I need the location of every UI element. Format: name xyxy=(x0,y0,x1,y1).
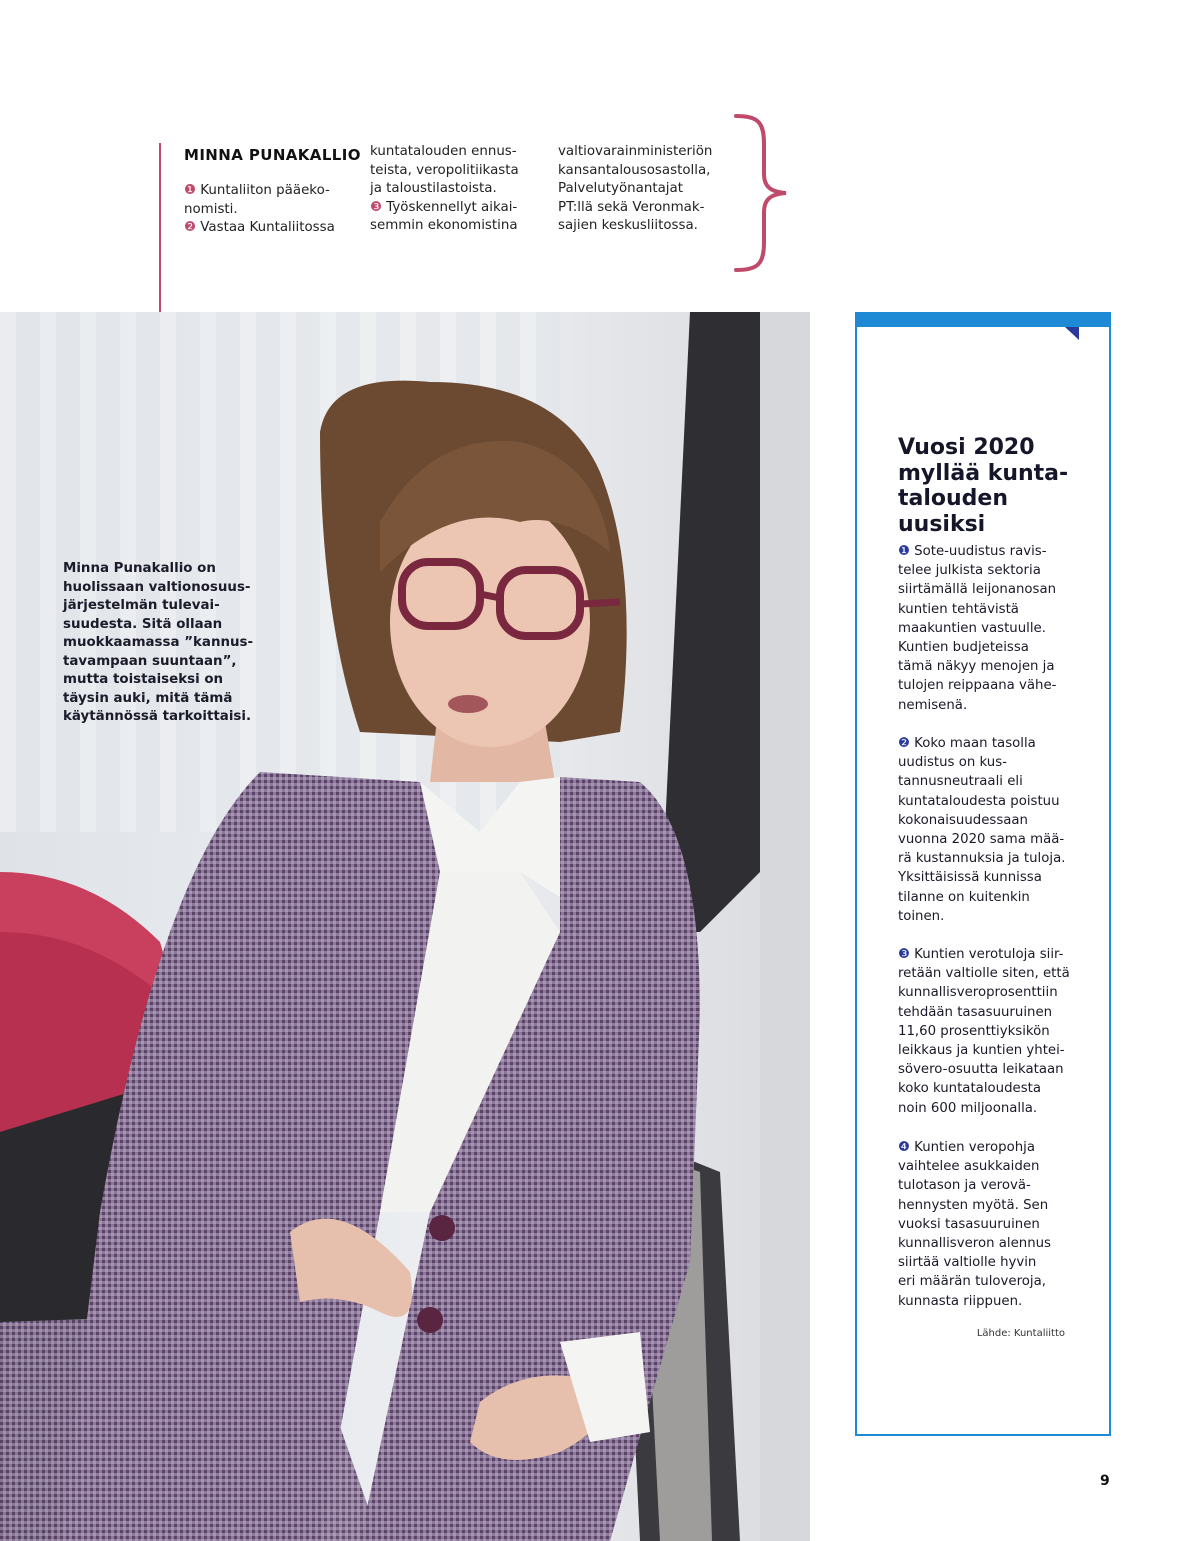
p4-line: kunnasta riippuen. xyxy=(898,1293,1023,1309)
p4-line: hennysten myötä. Sen xyxy=(898,1197,1049,1213)
bio-col2-line: semmin ekonomistina xyxy=(370,218,518,234)
p4-line: ❹ Kuntien veropohja xyxy=(898,1140,1036,1155)
bio-col3-line: kansantalousosastolla, xyxy=(558,162,711,178)
list-number-icon: ❷ xyxy=(184,220,197,236)
p2-line: tilanne on kuitenkin xyxy=(898,889,1030,905)
p2-line: kuntataloudesta poistuu xyxy=(898,793,1060,809)
info-paragraph-4 xyxy=(898,1138,1078,1311)
p3-line: retään valtiolle siten, että xyxy=(898,966,1070,982)
list-number-icon: ❹ xyxy=(898,1140,910,1155)
bio-col1-line: nomisti. xyxy=(184,201,238,217)
bio-col3-line: PT:llä sekä Veronmak- xyxy=(558,199,705,215)
p4-line: kunnallisveron alennus xyxy=(898,1236,1051,1252)
p3-line: kunnallisveroprosenttiin xyxy=(898,985,1058,1001)
bio-col1-line: ❷ Vastaa Kuntaliitossa xyxy=(184,220,335,236)
title-line: talouden uusiksi xyxy=(898,486,1009,537)
p3-line: 11,60 prosenttiyksikön xyxy=(898,1023,1050,1039)
p2-line: Yksittäisissä kunnissa xyxy=(898,870,1042,886)
p1-line: maakuntien vastuulle. xyxy=(898,620,1046,636)
photo-caption xyxy=(63,560,263,727)
info-paragraph-3 xyxy=(898,945,1078,1118)
info-paragraph-1 xyxy=(898,542,1078,715)
p3-line: sövero-osuutta leikataan xyxy=(898,1062,1064,1078)
p1-line: tulojen reippaana vähe- xyxy=(898,678,1057,694)
p4-line: vuoksi tasasuuruinen xyxy=(898,1216,1040,1232)
p1-line: telee julkista sektoria xyxy=(898,563,1041,579)
bio-col3-line: Palvelutyönantajat xyxy=(558,181,683,197)
bio-col2-line: ja taloustilastoista. xyxy=(370,181,497,197)
p3-line: noin 600 miljoonalla. xyxy=(898,1100,1038,1116)
p1-line: tämä näkyy menojen ja xyxy=(898,659,1055,675)
list-number-icon: ❸ xyxy=(370,199,383,215)
bio-col2-line: teista, veropolitiikasta xyxy=(370,162,519,178)
caption-line: tavampaan suuntaan”, xyxy=(63,653,237,669)
p1-line: nemisenä. xyxy=(898,697,968,713)
p3-line: leikkaus ja kuntien yhtei- xyxy=(898,1043,1065,1059)
p2-line: ❷ Koko maan tasolla xyxy=(898,736,1036,751)
caption-line: suudesta. Sitä ollaan xyxy=(63,616,223,632)
p1-line: kuntien tehtävistä xyxy=(898,601,1019,617)
caption-line: käytännössä tarkoittaisi. xyxy=(63,709,252,724)
p3-line: ❸ Kuntien verotuloja siir- xyxy=(898,947,1064,962)
p2-line: vuonna 2020 sama mää- xyxy=(898,832,1065,848)
p1-line: Kuntien budjeteissa xyxy=(898,640,1029,656)
caption-line: täysin auki, mitä tämä xyxy=(63,690,233,706)
corner-notch-icon xyxy=(1065,327,1079,340)
p2-line: kokonaisuudessaan xyxy=(898,812,1028,828)
p2-line: uudistus on kus- xyxy=(898,755,1007,771)
caption-line: järjestelmän tulevai- xyxy=(63,598,220,613)
bio-col2-line: kuntatalouden ennus- xyxy=(370,144,517,159)
bio-column-1 xyxy=(184,182,354,238)
title-line: myllää kunta- xyxy=(898,460,1069,486)
p1-line: ❶ Sote-uudistus ravis- xyxy=(898,544,1047,559)
bio-col3-line: valtiovarainministeriön xyxy=(558,144,713,159)
caption-line: muokkaamassa ”kannus- xyxy=(63,635,254,650)
p2-line: tannusneutraali eli xyxy=(898,774,1023,790)
caption-line: huolissaan valtionosuus- xyxy=(63,579,251,595)
title-line: Vuosi 2020 xyxy=(898,435,1035,460)
info-paragraph-2 xyxy=(898,734,1078,926)
p3-line: tehdään tasasuuruinen xyxy=(898,1004,1053,1020)
curly-brace-icon xyxy=(728,104,798,282)
source-note: Lähde: Kuntaliitto xyxy=(976,1328,1065,1339)
caption-line: mutta toistaiseksi on xyxy=(63,672,224,687)
bio-col2-line: ❸ Työskennellyt aikai- xyxy=(370,199,518,215)
p2-line: toinen. xyxy=(898,908,945,924)
bio-name: MINNA PUNAKALLIO xyxy=(184,146,361,164)
p4-line: siirtää valtiolle hyvin xyxy=(898,1255,1037,1271)
bio-col1-line: ❶ Kuntaliiton pääeko- xyxy=(184,183,330,198)
portrait-photo xyxy=(0,312,810,1541)
bio-column-2 xyxy=(370,143,540,236)
bio-col3-line: sajien keskusliitossa. xyxy=(558,218,698,234)
p4-line: eri määrän tuloveroja, xyxy=(898,1274,1046,1290)
list-number-icon: ❸ xyxy=(898,947,910,962)
list-number-icon: ❷ xyxy=(898,736,910,751)
info-box xyxy=(855,312,1111,1436)
info-box-title xyxy=(898,435,1098,537)
bio-column-3 xyxy=(558,143,728,236)
list-number-icon: ❶ xyxy=(184,183,197,198)
p2-line: rä kustannuksia ja tuloja. xyxy=(898,851,1066,867)
p3-line: koko kuntataloudesta xyxy=(898,1081,1041,1097)
page-number: 9 xyxy=(1100,1473,1110,1489)
p4-line: tulotason ja verovä- xyxy=(898,1178,1031,1194)
list-number-icon: ❶ xyxy=(898,544,910,559)
p4-line: vaihtelee asukkaiden xyxy=(898,1159,1040,1175)
caption-line: Minna Punakallio on xyxy=(63,561,216,576)
info-box-top-bar xyxy=(857,312,1109,327)
p1-line: siirtämällä leijonanosan xyxy=(898,582,1057,598)
